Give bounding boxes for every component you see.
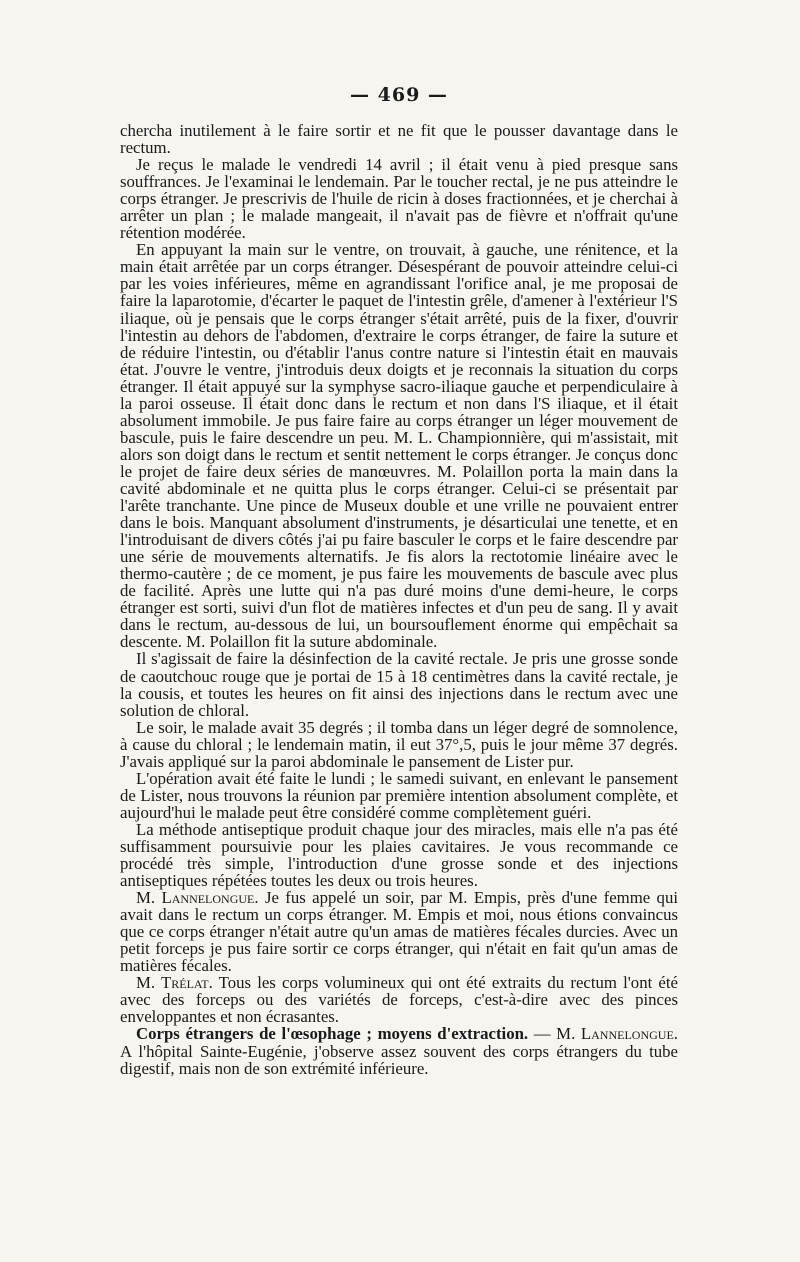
speaker-name: M. Trélat. xyxy=(136,973,213,993)
speaker-name: M. Lannelongue. xyxy=(556,1024,678,1044)
page-number: — 469 — xyxy=(350,84,448,106)
paragraph-7: La méthode antiseptique produit chaque jour des miracles, mais elle n'a pas été suffisamment poursuivie pour les plaies cavitaires. Je vous recommande ce procédé très simple, l'introduction d'une grosse sonde et des injections antiseptiques répétées toutes les deux ou trois heures. xyxy=(120,819,678,891)
section-heading: Corps étrangers de l'œsophage ; moyens d'extraction. xyxy=(136,1024,529,1044)
section-paragraph xyxy=(120,1025,678,1076)
section-dash: — xyxy=(528,1024,557,1044)
section-text: A l'hôpital Sainte-Eugénie, j'observe assez souvent des corps étrangers du tube digestif, mais non de son extrémité inférieure. xyxy=(120,1041,678,1078)
speaker-text: Tous les corps volumineux qui ont été extraits du rectum l'ont été avec des forceps ou des variétés de forceps, c'est-à-dire avec des pinces enveloppantes et non écrasantes. xyxy=(120,973,678,1027)
paragraph-5: Le soir, le malade avait 35 degrés ; il tomba dans un léger degré de somnolence, à cause du chloral ; le lendemain matin, il eut 37°,5, puis le jour même 37 degrés. J'avais appliqué sur la paroi abdominale le pansement de Lister pur. xyxy=(120,717,678,771)
paragraph-6: L'opération avait été faite le lundi ; le samedi suivant, en enlevant le pansement de Lister, nous trouvons la réunion par première intention absolument complète, et aujourd'hui le malade peut être considéré comme complètement guéri. xyxy=(120,768,678,822)
paragraph-4: Il s'agissait de faire la désinfection de la cavité rectale. Je pris une grosse sonde de caoutchouc rouge que je portai de 15 à 18 centimètres dans la cavité rectale, je la cousis, et toutes les heures on fit ainsi des injections dans le rectum avec une solution de chloral. xyxy=(120,649,678,720)
body-text xyxy=(120,122,678,1077)
paragraph-2: Je reçus le malade le vendredi 14 avril ; il était venu à pied presque sans souffrances. Je l'examinai le lendemain. Par le toucher rectal, je ne pus atteindre le corps étranger. Je prescrivis de l'huile de ricin à doses fractionnées, et je cherchai à arrêter un plan ; le malade mangeait, il n'avait pas de fièvre et n'offrait qu'une rétention modérée. xyxy=(120,155,678,243)
paragraph-9 xyxy=(120,974,678,1025)
paragraph-8 xyxy=(120,889,678,974)
speaker-text: Je fus appelé un soir, par M. Empis, près d'une femme qui avait dans le rectum un corps étranger. M. Empis et moi, nous étions convaincus que ce corps étranger n'était autre qu'un amas de matières fécales durcies. Avec un petit forceps je pus faire sortir ce corps étranger, qui n'était en fait qu'un amas de matières fécales. xyxy=(120,888,679,976)
speaker-name: M. Lannelongue. xyxy=(136,888,259,908)
paragraph-3: En appuyant la main sur le ventre, on trouvait, à gauche, une rénitence, et la main était arrêtée par un corps étranger. Désespérant de pouvoir atteindre celui-ci par les voies inférieures, même en agrandissant l'orifice anal, je me proposai de faire la laparotomie, d'écarter le paquet de l'intestin grêle, d'amener à l'extérieur l'S iliaque, où je pensais que le corps étranger s'était arrêté, puis de la fixer, d'ouvrir l'intestin au dehors de l'abdomen, d'extraire le corps étranger, de faire la suture et de réduire l'intestin, ou d'établir l'anus contre nature si l'intestin était en mauvais état. J'ouvre le ventre, j'introduis deux doigts et je reconnais la situation du corps étranger. Il était appuyé sur la symphyse sacro-iliaque gauche et perpendiculaire à la paroi osseuse. Il était donc dans le rectum et non dans l'S iliaque, et il était absolument immobile. Je pus faire faire au corps étranger un léger mouvement de bascule, puis le faire descendre un peu. M. L. Championnière, qui m'assistait, mit alors son doigt dans le rectum et sentit nettement le corps étranger. Je conçus donc le projet de faire deux séries de manœuvres. M. Polaillon porta la main dans la cavité abdominale et ne quitta plus le corps étranger. Celui-ci se présentait par l'arête tranchante. Une pince de Museux double et une vrille ne pouvaient entrer dans le bois. Manquant absolument d'instruments, je désarticulai une tenette, et en l'introduisant de divers côtés j'ai pu faire basculer le corps et le faire descendre par une série de mouvements alternatifs. Je fis alors la rectotomie linéaire avec le thermo-cautère ; de ce moment, je pus faire les mouvements de bascule avec plus de facilité. Après une lutte qui n'a pas duré moins d'une demi-heure, le corps étranger est sorti, suivi d'un flot de matières infectes et d'un peu de sang. Il y avait dans le rectum, au-dessous de lui, un boursouflement énorme qui empêchait sa descente. M. Polaillon fit la suture abdominale. xyxy=(120,240,678,652)
paragraph-1: chercha inutilement à le faire sortir et ne fit que le pousser davantage dans le rectum. xyxy=(120,121,678,158)
